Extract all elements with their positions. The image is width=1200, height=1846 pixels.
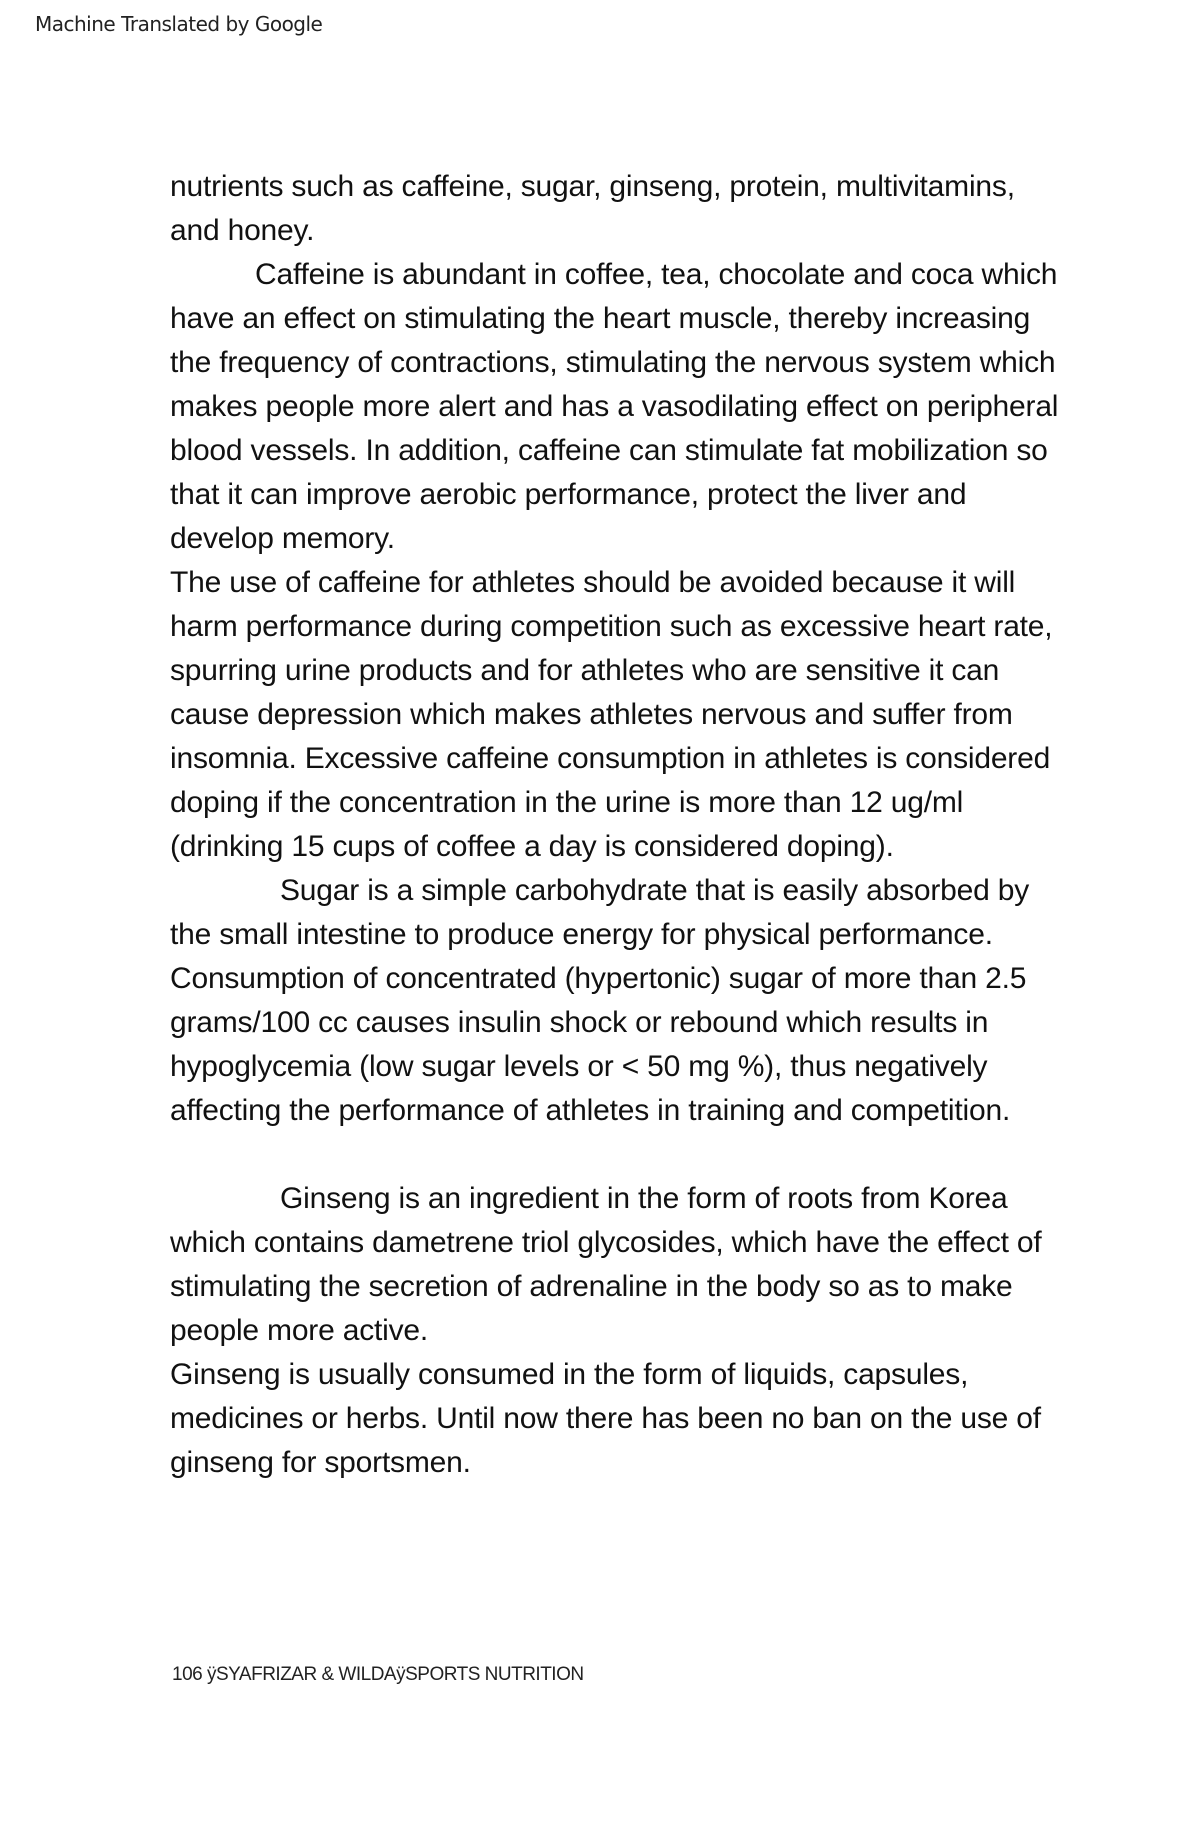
machine-translation-banner: Machine Translated by Google [35, 12, 323, 36]
page-footer: 106 ÿSYAFRIZAR & WILDAÿSPORTS NUTRITION [172, 1664, 584, 1685]
paragraph-caffeine-athletes: The use of caffeine for athletes should be avoided because it will harm performance during competition such as excessive heart rate, spurring urine products and for athletes who are sensitive it can cause depression which makes athletes nervous and suffer from insomnia. Excessive caffeine consumption in athletes is considered doping if the concentration in the urine is more than 12 ug/ml (drinking 15 cups of coffee a day is considered doping). [170, 566, 1053, 863]
paragraph-sugar: Sugar is a simple carbohydrate that is easily absorbed by the small intestine to produce energy for physical performance. Consumption of concentrated (hypertonic) sugar of more than 2.5 grams/100 cc causes insulin shock or rebound which results in hypoglycemia (low sugar levels or < 50 mg %), thus negatively affecting the performance of athletes in training and competition. [170, 874, 1030, 1127]
paragraph-ginseng-effects: Ginseng is an ingredient in the form of roots from Korea which contains dametrene triol glycosides, which have the effect of stimulating the secretion of adrenaline in the body so as to make people more active. [170, 1182, 1042, 1347]
page-body [170, 165, 1070, 1485]
paragraph-caffeine-effects: Caffeine is abundant in coffee, tea, chocolate and coca which have an effect on stimulating the heart muscle, thereby increasing the frequency of contractions, stimulating the nervous system which makes people more alert and has a vasodilating effect on peripheral blood vessels. In addition, caffeine can stimulate fat mobilization so that it can improve aerobic performance, protect the liver and develop memory. [170, 258, 1059, 555]
paragraph-nutrients: nutrients such as caffeine, sugar, ginseng, protein, multivitamins, and honey. [170, 170, 1015, 247]
paragraph-ginseng-usage: Ginseng is usually consumed in the form of liquids, capsules, medicines or herbs. Until now there has been no ban on the use of ginseng for sportsmen. [170, 1358, 1041, 1479]
